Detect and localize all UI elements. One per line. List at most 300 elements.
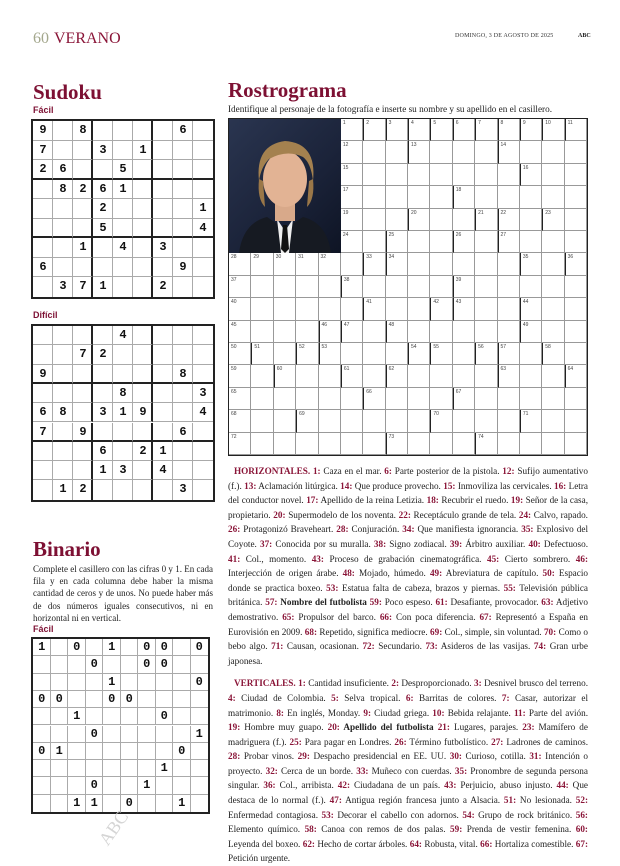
crossword-cell[interactable] — [363, 321, 385, 343]
crossword-cell[interactable]: 68 — [229, 410, 251, 432]
crossword-cell[interactable] — [542, 276, 564, 298]
crossword-cell[interactable] — [274, 298, 296, 320]
clue-number: 36: — [263, 780, 276, 791]
crossword-cell[interactable] — [341, 410, 363, 432]
crossword-cell[interactable] — [363, 343, 385, 365]
crossword-cell[interactable]: 23 — [542, 209, 564, 231]
crossword-cell[interactable] — [453, 433, 475, 455]
crossword-cell[interactable] — [542, 298, 564, 320]
grid-row: 8261 — [39, 181, 220, 196]
crossword-cell[interactable]: 19 — [341, 209, 363, 231]
crossword-cell[interactable]: 41 — [363, 298, 385, 320]
crossword-cell[interactable] — [408, 298, 430, 320]
clue-number: 2: — [391, 678, 400, 689]
crossword-cell[interactable] — [296, 433, 318, 455]
crossword-cell[interactable]: 22 — [498, 209, 520, 231]
crossword-cell[interactable] — [319, 388, 341, 410]
crossword-cell[interactable] — [430, 209, 452, 231]
crossword-cell[interactable] — [542, 231, 564, 253]
clue-number: 48: — [342, 568, 355, 579]
crossword-cell[interactable] — [453, 410, 475, 432]
crossword-cell[interactable]: 52 — [296, 343, 318, 365]
crossword-cell[interactable] — [363, 410, 385, 432]
clue-text: Causan, ocasionan. — [283, 641, 363, 652]
crossword-cell[interactable]: 66 — [363, 388, 385, 410]
crossword-cell[interactable]: 45 — [229, 321, 251, 343]
crossword-cell[interactable] — [453, 209, 475, 231]
clue-number: 69: — [430, 626, 443, 637]
crossword-cell[interactable] — [565, 433, 587, 455]
crossword-cell[interactable]: 63 — [498, 365, 520, 387]
clue-text: Proceso de grabación cinematográfica. — [323, 553, 487, 564]
crossword-cell[interactable] — [542, 186, 564, 208]
clue-number: 50: — [542, 568, 555, 579]
clue-text: Canoa con remos de dos palas. — [316, 824, 450, 835]
clue-number: 19: — [228, 722, 241, 733]
crossword-cell[interactable] — [408, 433, 430, 455]
crossword-cell[interactable] — [565, 343, 587, 365]
crossword-cell[interactable] — [319, 410, 341, 432]
crossword-cell[interactable] — [386, 276, 408, 298]
rostrograma-subtitle: Identifique al personaje de la fotografía e inserte su nombre y su apellido en el casillero. — [228, 104, 552, 114]
crossword-cell[interactable] — [363, 365, 385, 387]
clue-number: 6: — [405, 692, 414, 703]
crossword-cell[interactable] — [341, 253, 363, 275]
crossword-cell[interactable]: 3 — [386, 119, 408, 141]
crossword-cell[interactable] — [296, 365, 318, 387]
clue-text: Perjuicio, abuso injusto. — [456, 780, 557, 791]
crossword-cell[interactable] — [565, 231, 587, 253]
crossword-cell[interactable]: 28 — [229, 253, 251, 275]
crossword-cell[interactable] — [542, 410, 564, 432]
crossword-cell[interactable] — [453, 141, 475, 163]
crossword-cell[interactable] — [386, 410, 408, 432]
crossword-cell[interactable] — [475, 321, 497, 343]
crossword-cell[interactable] — [363, 231, 385, 253]
clue-number: 64: — [409, 838, 422, 849]
crossword-cell[interactable] — [274, 321, 296, 343]
crossword-cell[interactable] — [542, 321, 564, 343]
crossword-cell[interactable]: 38 — [341, 276, 363, 298]
clue-number: 42: — [337, 780, 351, 791]
clue-text: Repetido, significa mediocre. — [317, 626, 431, 637]
crossword-cell[interactable] — [520, 141, 542, 163]
clue-number: 67: — [575, 838, 589, 849]
crossword-cell[interactable] — [453, 164, 475, 186]
crossword-cell[interactable] — [386, 164, 408, 186]
crossword-cell[interactable] — [475, 186, 497, 208]
clue-number: 8: — [276, 707, 284, 718]
crossword-cell[interactable] — [408, 410, 430, 432]
crossword-cell[interactable] — [520, 276, 542, 298]
sudoku-easy-grid[interactable] — [33, 121, 220, 297]
crossword-cell[interactable] — [498, 321, 520, 343]
crossword-cell[interactable] — [408, 186, 430, 208]
clue-text: Que manifiesta ignorancia. — [414, 524, 522, 535]
crossword-cell[interactable] — [319, 298, 341, 320]
crossword-cell[interactable] — [274, 388, 296, 410]
crossword-cell[interactable]: 70 — [430, 410, 452, 432]
crossword-cell[interactable] — [319, 433, 341, 455]
clue-number: 49: — [429, 568, 443, 579]
crossword-cell[interactable]: 57 — [498, 343, 520, 365]
crossword-cell[interactable] — [430, 164, 452, 186]
crossword-cell[interactable] — [430, 365, 452, 387]
crossword-cell[interactable]: 9 — [520, 119, 542, 141]
crossword-cell[interactable]: 56 — [475, 343, 497, 365]
crossword-cell[interactable] — [565, 141, 587, 163]
watermark: ABC — [94, 807, 133, 849]
crossword-cell[interactable] — [430, 276, 452, 298]
crossword-cell[interactable] — [341, 298, 363, 320]
clue-text: Hortaliza comestible. — [492, 838, 576, 849]
rostrograma-title: Rostrograma — [228, 78, 347, 102]
crossword-cell[interactable] — [498, 164, 520, 186]
crossword-cell[interactable]: 50 — [229, 343, 251, 365]
crossword-cell[interactable] — [251, 321, 273, 343]
crossword-cell[interactable] — [363, 433, 385, 455]
clue-text: Hecho de cortar árboles. — [314, 838, 410, 849]
crossword-cell[interactable]: 42 — [430, 298, 452, 320]
crossword-cell[interactable] — [296, 388, 318, 410]
grid-row: 1 4 3 — [39, 240, 220, 254]
clue-number: 68: — [304, 626, 318, 637]
clue-number: 35: — [521, 524, 534, 535]
crossword-cell[interactable] — [386, 343, 408, 365]
crossword-cell[interactable]: 15 — [341, 164, 363, 186]
crossword-cell[interactable] — [274, 276, 296, 298]
grid-row: 371 2 — [39, 279, 220, 293]
crossword-cell[interactable]: 6 — [453, 119, 475, 141]
crossword-cell[interactable] — [498, 276, 520, 298]
clue-text: Lugares, parajes. — [449, 722, 523, 733]
crossword-cell[interactable]: 26 — [453, 231, 475, 253]
crossword-cell[interactable] — [542, 253, 564, 275]
crossword-cell[interactable]: 10 — [542, 119, 564, 141]
crossword-cell[interactable] — [453, 321, 475, 343]
clue-text: En inglés, Monday. — [283, 707, 364, 718]
crossword-cell[interactable] — [430, 186, 452, 208]
clue-number: 17: — [306, 495, 319, 506]
clue-number: 12: — [502, 466, 515, 476]
clue-number: 60: — [575, 824, 588, 835]
crossword-cell[interactable] — [274, 433, 296, 455]
crossword-cell[interactable]: 12 — [341, 141, 363, 163]
crossword-cell[interactable] — [565, 276, 587, 298]
crossword-cell[interactable] — [251, 298, 273, 320]
crossword-cell[interactable]: 54 — [408, 343, 430, 365]
crossword-cell[interactable] — [341, 343, 363, 365]
crossword-cell[interactable]: 8 — [498, 119, 520, 141]
grid-row: 26 5 — [39, 162, 220, 176]
crossword-cell[interactable]: 25 — [386, 231, 408, 253]
crossword-cell[interactable] — [498, 388, 520, 410]
clue-text: Término futbolístico. — [406, 736, 492, 747]
crossword-cell[interactable] — [408, 388, 430, 410]
crossword-cell[interactable] — [251, 410, 273, 432]
crossword-cell[interactable]: 18 — [453, 186, 475, 208]
clue-text: Casar, autorizar el matrimonio. — [228, 692, 588, 718]
crossword-cell[interactable] — [386, 388, 408, 410]
crossword-cell[interactable]: 49 — [520, 321, 542, 343]
clue-number: 38: — [373, 538, 387, 549]
crossword-cell[interactable] — [296, 321, 318, 343]
clue-text: Col., arribista. — [275, 780, 338, 791]
crossword-cell[interactable] — [430, 388, 452, 410]
crossword-cell[interactable] — [520, 388, 542, 410]
clue-text: Representó a España en Eurovisión en 2009. — [228, 611, 588, 637]
crossword-cell[interactable]: 59 — [229, 365, 251, 387]
crossword-cell[interactable] — [408, 321, 430, 343]
crossword-cell[interactable]: 30 — [274, 253, 296, 275]
clue-text: Apellido del futbolista — [339, 722, 438, 733]
crossword-cell[interactable]: 61 — [341, 365, 363, 387]
clue-number: 10: — [432, 707, 445, 718]
clue-text: Letra del conductor novel. — [228, 480, 588, 506]
clue-text: Leyenda del boxeo. — [228, 838, 303, 849]
crossword-cell[interactable] — [251, 433, 273, 455]
clue-number: 31: — [529, 751, 542, 762]
crossword-cell[interactable] — [475, 298, 497, 320]
clue-number: 57: — [265, 597, 278, 608]
binario-grid[interactable] — [33, 639, 214, 812]
crossword-cell[interactable] — [251, 276, 273, 298]
crossword-cell[interactable]: 44 — [520, 298, 542, 320]
horizontal-clues — [228, 464, 588, 668]
crossword-cell[interactable] — [430, 321, 452, 343]
clue-number: 62: — [302, 838, 315, 849]
clue-number: 25: — [289, 736, 302, 747]
crossword-cell[interactable] — [475, 410, 497, 432]
crossword-cell[interactable] — [498, 253, 520, 275]
crossword-cell[interactable] — [520, 343, 542, 365]
crossword-cell[interactable] — [498, 433, 520, 455]
clue-text: Protagonizó Braveheart. — [240, 524, 337, 535]
crossword-cell[interactable]: 14 — [498, 141, 520, 163]
crossword-cell[interactable] — [453, 343, 475, 365]
clue-text: Col., momento. — [240, 553, 312, 564]
crossword-cell[interactable] — [475, 164, 497, 186]
crossword-cell[interactable]: 34 — [386, 253, 408, 275]
crossword-cell[interactable]: 47 — [341, 321, 363, 343]
crossword-cell[interactable]: 62 — [386, 365, 408, 387]
clue-text: Curioso, cotilla. — [461, 751, 530, 762]
crossword-cell[interactable] — [453, 253, 475, 275]
clue-number: 3: — [474, 678, 482, 689]
crossword-cell[interactable] — [363, 209, 385, 231]
crossword-cell[interactable]: 51 — [251, 343, 273, 365]
crossword-cell[interactable]: 27 — [498, 231, 520, 253]
clue-text: Mojado, húmedo. — [354, 568, 430, 579]
crossword-cell[interactable] — [565, 321, 587, 343]
crossword-cell[interactable] — [475, 231, 497, 253]
clue-number: 63: — [541, 597, 554, 608]
grid-row: 9 8 — [39, 366, 220, 381]
crossword-cell[interactable]: 74 — [475, 433, 497, 455]
crossword-cell[interactable]: 32 — [319, 253, 341, 275]
crossword-cell[interactable] — [341, 433, 363, 455]
crossword-cell[interactable] — [319, 276, 341, 298]
clue-number: 72: — [362, 641, 375, 652]
crossword-cell[interactable]: 29 — [251, 253, 273, 275]
crossword-cell[interactable] — [363, 164, 385, 186]
crossword-cell[interactable] — [408, 365, 430, 387]
crossword-cell[interactable]: 37 — [229, 276, 251, 298]
crossword-cell[interactable] — [565, 164, 587, 186]
crossword-cell[interactable] — [251, 365, 273, 387]
crossword-cell[interactable] — [274, 410, 296, 432]
crossword-cell[interactable] — [475, 388, 497, 410]
crossword-cell[interactable] — [430, 141, 452, 163]
crossword-cell[interactable] — [542, 365, 564, 387]
crossword-cell[interactable]: 46 — [319, 321, 341, 343]
crossword-cell[interactable] — [296, 276, 318, 298]
crossword-cell[interactable] — [520, 209, 542, 231]
crossword-cell[interactable] — [430, 433, 452, 455]
crossword-cell[interactable]: 69 — [296, 410, 318, 432]
crossword-cell[interactable] — [542, 164, 564, 186]
clue-number: 27: — [491, 736, 504, 747]
crossword-cell[interactable] — [520, 231, 542, 253]
clue-text: Pronombre de segunda persona singular. — [228, 765, 588, 791]
crossword-cell[interactable] — [363, 186, 385, 208]
crossword-cell[interactable] — [453, 365, 475, 387]
crossword-cell[interactable]: 2 — [363, 119, 385, 141]
crossword-cell[interactable] — [475, 253, 497, 275]
clue-text: Que destaca de lo normal (f.). — [228, 780, 588, 806]
clue-text: Ciudadana de un país. — [350, 780, 445, 791]
crossword-cell[interactable] — [296, 298, 318, 320]
grid-row: 68 319 4 — [39, 405, 220, 420]
crossword-cell[interactable] — [274, 343, 296, 365]
crossword-cell[interactable] — [475, 365, 497, 387]
crossword-cell[interactable]: 35 — [520, 253, 542, 275]
crossword-cell[interactable] — [498, 186, 520, 208]
grid-row: 0 1 — [38, 726, 214, 741]
crossword-cell[interactable]: 11 — [565, 119, 587, 141]
crossword-cell[interactable] — [319, 365, 341, 387]
crossword-cell[interactable]: 5 — [430, 119, 452, 141]
crossword-cell[interactable]: 48 — [386, 321, 408, 343]
crossword-cell[interactable]: 53 — [319, 343, 341, 365]
crossword-cell[interactable] — [520, 186, 542, 208]
crossword-cell[interactable]: 67 — [453, 388, 475, 410]
crossword-cell[interactable] — [565, 298, 587, 320]
crossword-cell[interactable] — [498, 298, 520, 320]
crossword-cell[interactable]: 64 — [565, 365, 587, 387]
player-photo — [229, 119, 341, 253]
crossword-cell[interactable] — [475, 276, 497, 298]
grid-row: 13 4 — [39, 463, 220, 478]
crossword-cell[interactable] — [386, 141, 408, 163]
grid-row: 6 9 — [39, 259, 220, 274]
crossword-cell[interactable] — [565, 410, 587, 432]
grid-row: 9 8 6 — [39, 123, 220, 137]
crossword-cell[interactable]: 55 — [430, 343, 452, 365]
crossword-cell[interactable]: 60 — [274, 365, 296, 387]
crossword-cell[interactable]: 65 — [229, 388, 251, 410]
crossword-cell[interactable]: 73 — [386, 433, 408, 455]
clue-number: 74: — [533, 641, 547, 652]
crossword-cell[interactable] — [542, 433, 564, 455]
crossword-cell[interactable] — [386, 298, 408, 320]
clue-text: Mamífero de madriguera (f.). — [228, 722, 588, 747]
crossword-cell[interactable] — [363, 276, 385, 298]
crossword-cell[interactable]: 21 — [475, 209, 497, 231]
crossword-cell[interactable] — [565, 388, 587, 410]
crossword-cell[interactable] — [386, 209, 408, 231]
crossword-cell[interactable]: 33 — [363, 253, 385, 275]
sudoku-title: Sudoku — [33, 80, 102, 104]
crossword-cell[interactable]: 7 — [475, 119, 497, 141]
crossword-cell[interactable]: 72 — [229, 433, 251, 455]
crossword-cell[interactable] — [363, 141, 385, 163]
clue-text: Secundario. — [374, 641, 426, 652]
crossword-cell[interactable]: 16 — [520, 164, 542, 186]
clue-text: Prenda de vestir femenina. — [462, 824, 576, 835]
clue-text: Señor de la casa, propietario. — [228, 495, 589, 520]
crossword-cell[interactable]: 39 — [453, 276, 475, 298]
clue-text: Selva tropical. — [338, 692, 406, 703]
crossword-cell[interactable] — [520, 433, 542, 455]
crossword-cell[interactable]: 43 — [453, 298, 475, 320]
crossword-cell[interactable]: 13 — [408, 141, 430, 163]
crossword-cell[interactable] — [251, 388, 273, 410]
crossword-cell[interactable] — [430, 231, 452, 253]
clue-text: Caza en el mar. — [320, 466, 385, 476]
crossword-cell[interactable]: 40 — [229, 298, 251, 320]
brand: ABC — [578, 33, 591, 39]
crossword-cell[interactable]: 71 — [520, 410, 542, 432]
clue-text: Hombre muy guapo. — [240, 722, 328, 733]
clue-number: 1: — [298, 678, 306, 689]
crossword-cell[interactable] — [542, 388, 564, 410]
crossword-cell[interactable] — [386, 186, 408, 208]
crossword-cell[interactable]: 24 — [341, 231, 363, 253]
crossword-cell[interactable] — [520, 365, 542, 387]
crossword-cell[interactable] — [475, 141, 497, 163]
clue-number: 51: — [503, 795, 517, 806]
sudoku-hard-label: Difícil — [33, 310, 58, 320]
clue-text: Sufijo aumentativo (f.). — [228, 466, 588, 491]
crossword-cell[interactable]: 36 — [565, 253, 587, 275]
crossword-cell[interactable] — [542, 141, 564, 163]
crossword-cell[interactable] — [408, 164, 430, 186]
sudoku-hard-grid[interactable] — [33, 326, 220, 500]
crossword-cell[interactable] — [408, 276, 430, 298]
crossword-cell[interactable] — [498, 410, 520, 432]
dateline: DOMINGO, 3 DE AGOSTO DE 2025 — [455, 33, 554, 39]
crossword-cell[interactable] — [565, 186, 587, 208]
crossword-cell[interactable] — [408, 253, 430, 275]
clue-text: Signo zodiacal. — [386, 538, 450, 549]
crossword-cell[interactable]: 17 — [341, 186, 363, 208]
grid-row: 4 — [39, 328, 220, 342]
clue-text: Propulsor del barco. — [294, 611, 380, 622]
clue-number: 47: — [329, 795, 342, 806]
crossword-cell[interactable]: 1 — [341, 119, 363, 141]
crossword-cell[interactable]: 31 — [296, 253, 318, 275]
crossword-cell[interactable] — [565, 209, 587, 231]
crossword-cell[interactable]: 4 — [408, 119, 430, 141]
crossword-cell[interactable] — [341, 388, 363, 410]
crossword-cell[interactable] — [408, 231, 430, 253]
clue-number: 30: — [449, 751, 462, 762]
crossword-cell[interactable] — [430, 253, 452, 275]
crossword-cell[interactable]: 20 — [408, 209, 430, 231]
grid-row: 1 0 — [38, 709, 214, 724]
crossword-cell[interactable]: 58 — [542, 343, 564, 365]
